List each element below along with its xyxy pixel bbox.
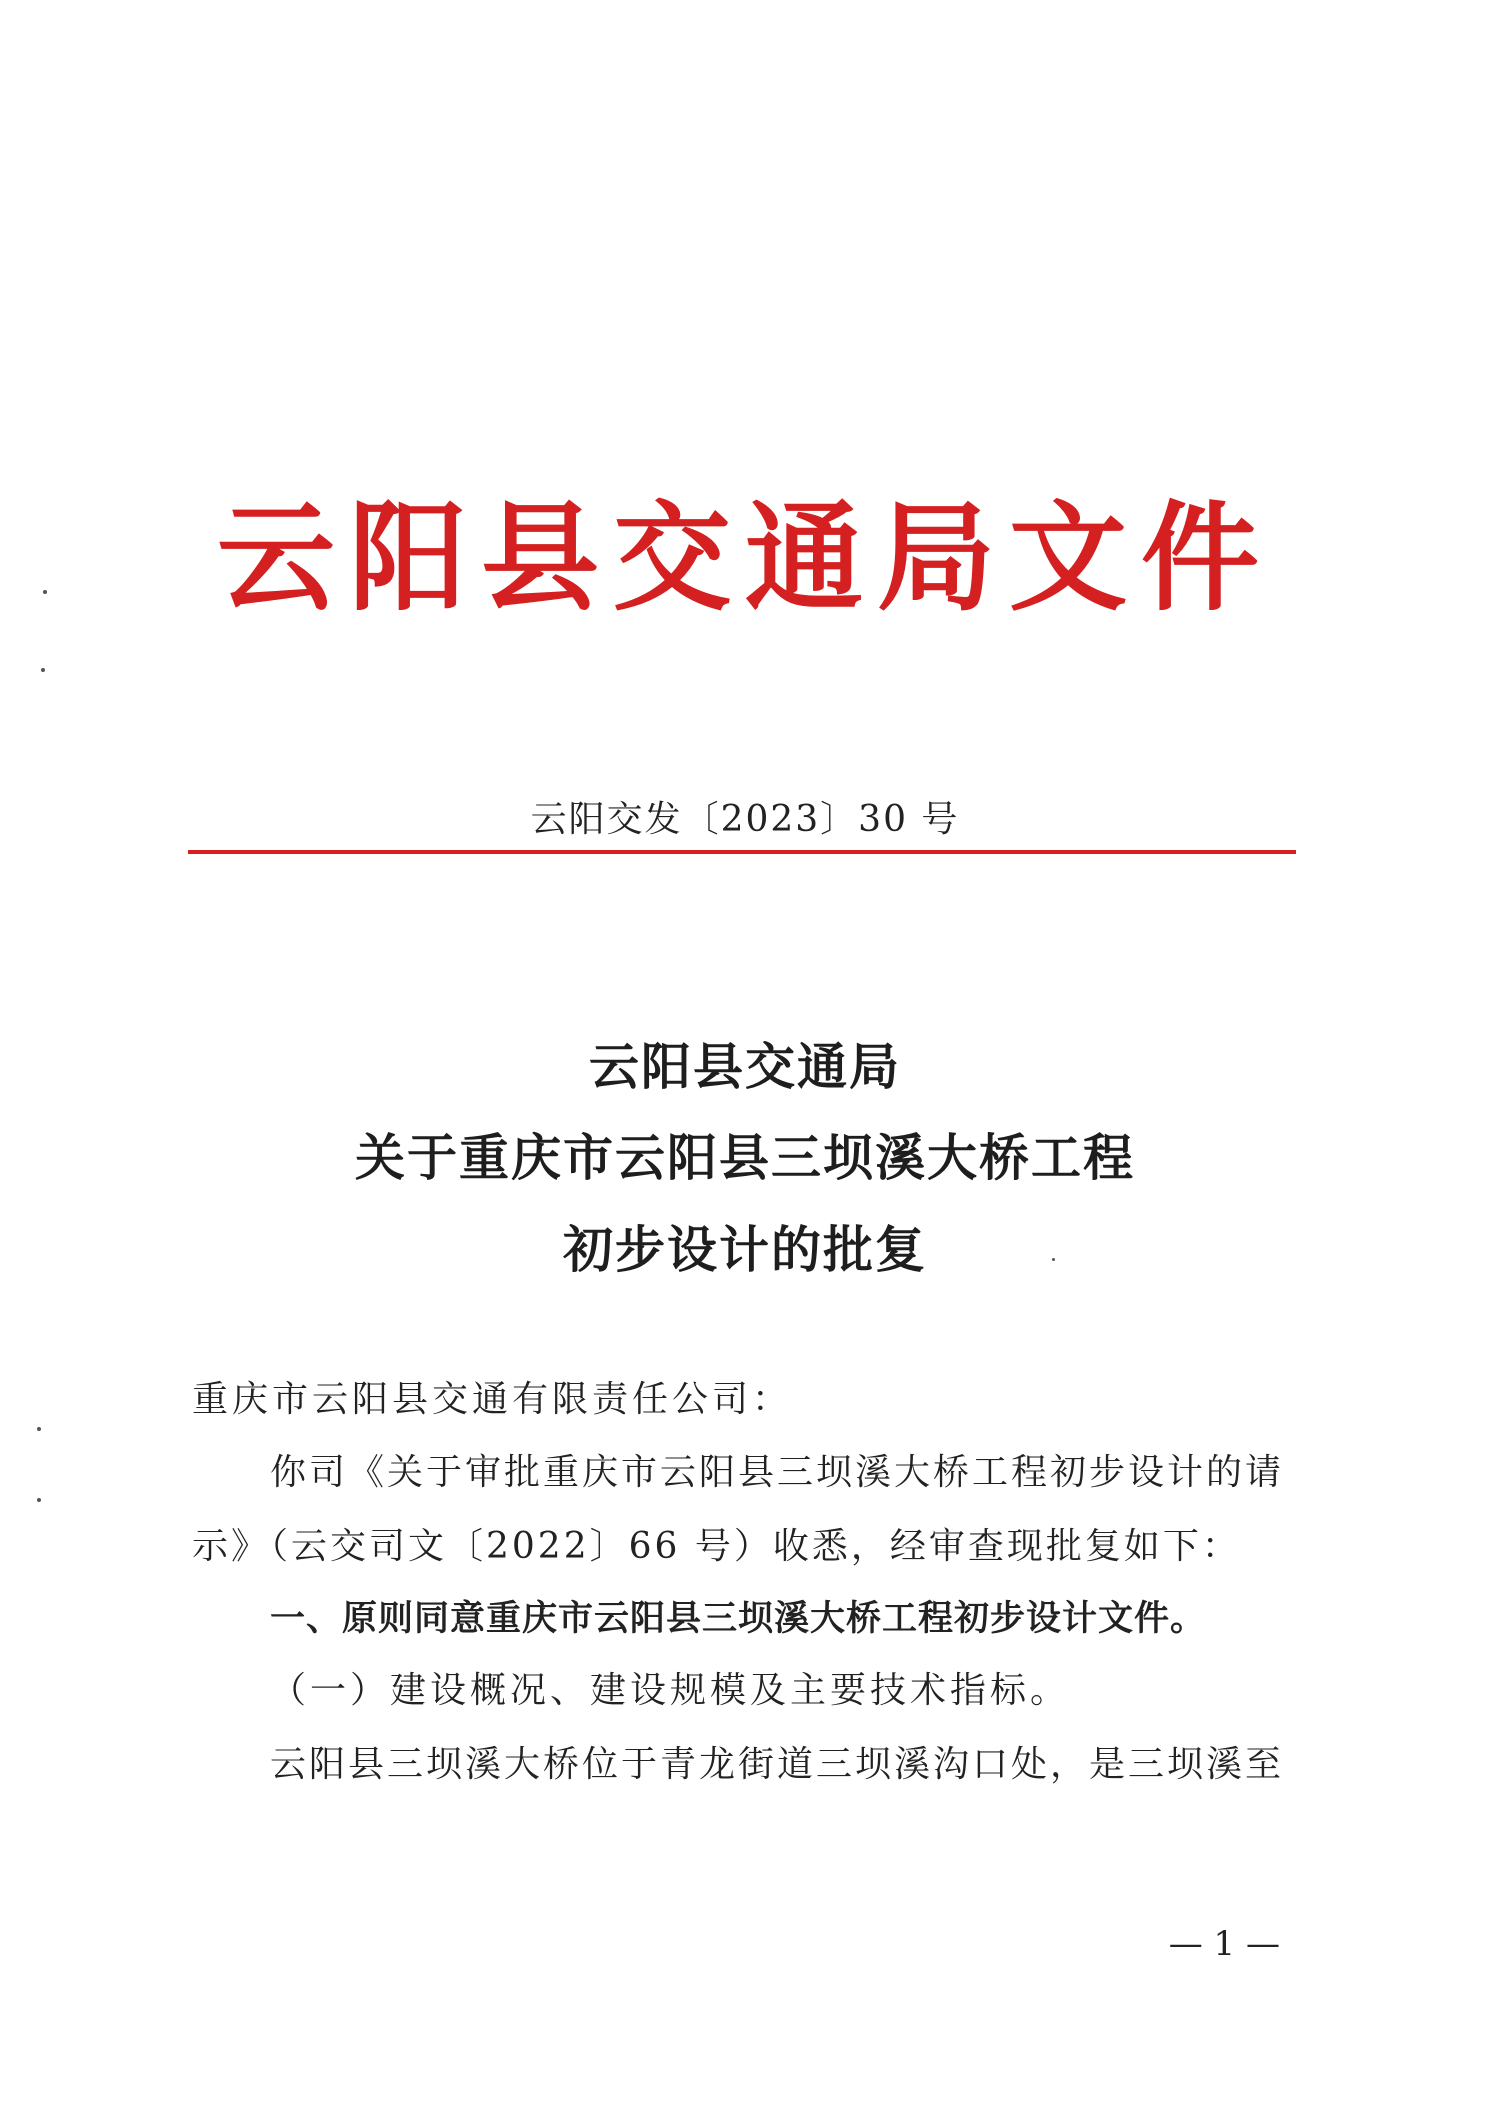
scan-speck — [37, 1427, 41, 1431]
scan-speck — [1052, 1258, 1055, 1261]
document-title-line-1: 云阳县交通局 — [589, 1038, 901, 1096]
header-title: 云阳县交通局文件 — [216, 489, 1273, 627]
scan-speck — [43, 590, 47, 594]
section-heading-1: 一、原则同意重庆市云阳县三坝溪大桥工程初步设计文件。 — [270, 1599, 1207, 1639]
scan-speck — [37, 1498, 41, 1502]
document-number: 云阳交发〔2023〕30 号 — [530, 799, 960, 840]
body-paragraph-2-line-1: 云阳县三坝溪大桥位于青龙街道三坝溪沟口处，是三坝溪至 — [270, 1744, 1285, 1785]
document-title-line-2: 关于重庆市云阳县三坝溪大桥工程 — [355, 1129, 1135, 1187]
page-number: — 1 — — [1168, 1924, 1280, 1964]
subsection-heading-1: （一）建设概况、建设规模及主要技术指标。 — [270, 1670, 1071, 1711]
addressee: 重庆市云阳县交通有限责任公司： — [192, 1379, 793, 1420]
body-paragraph-1-line-2: 示》（云交司文〔2022〕66 号）收悉，经审查现批复如下： — [192, 1526, 1241, 1567]
header-red-rule — [188, 850, 1296, 854]
scan-speck — [41, 668, 45, 672]
document-title-line-3: 初步设计的批复 — [563, 1221, 927, 1279]
body-paragraph-1-line-1: 你司《关于审批重庆市云阳县三坝溪大桥工程初步设计的请 — [270, 1452, 1285, 1493]
